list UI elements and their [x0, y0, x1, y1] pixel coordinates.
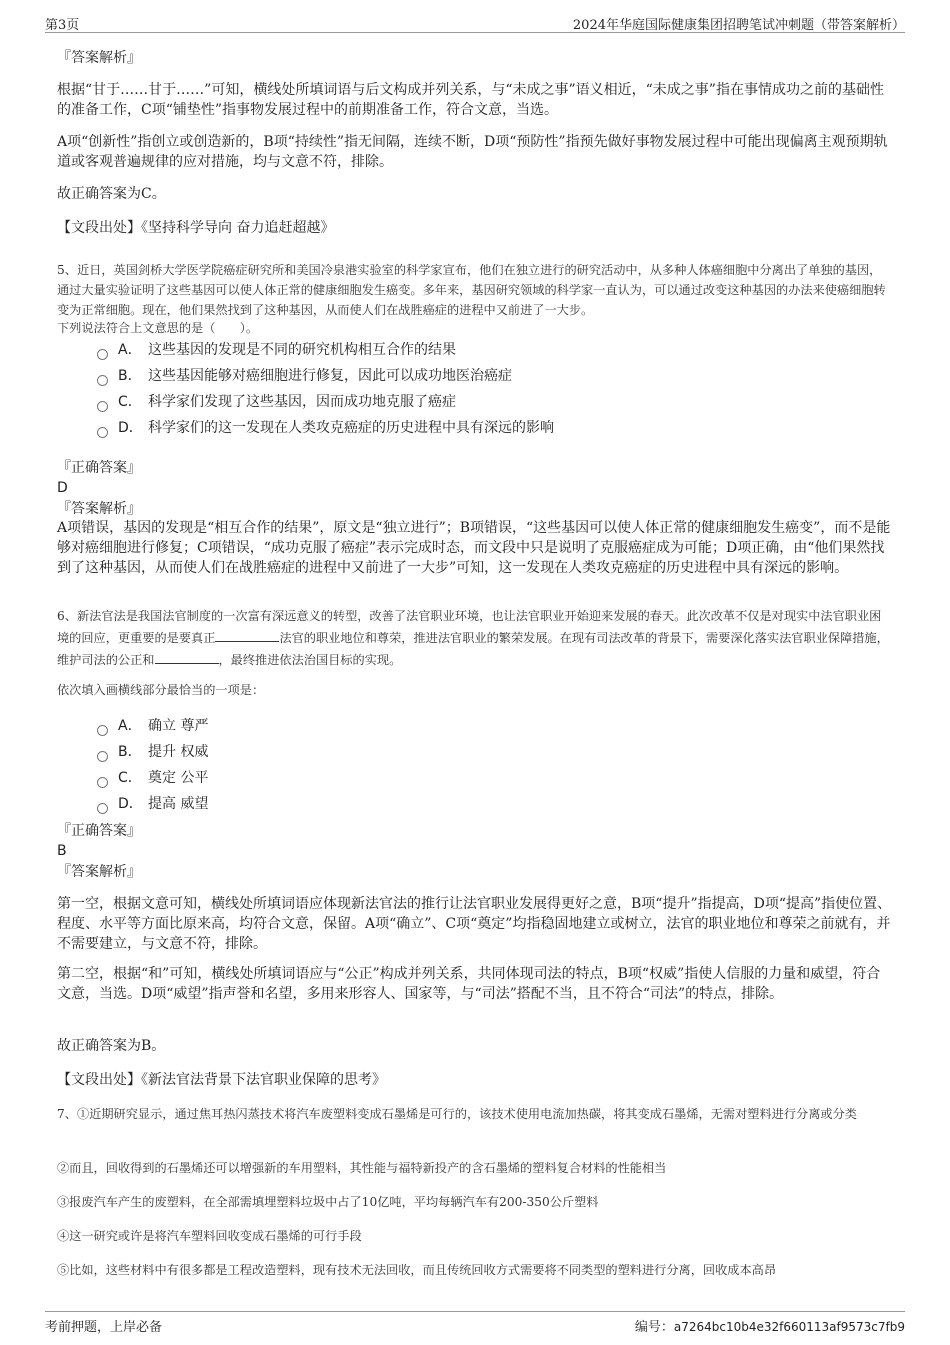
q6-option-a[interactable]: A． 确立 尊严 [97, 716, 208, 736]
q7-sentence-5: ⑤比如，这些材料中有很多都是工程改造塑料，现有技术无法回收，而且传统回收方式需要将不同类型的塑料进行分离，回收成本高昂 [57, 1263, 777, 1277]
q5-correct-tag: 『正确答案』 [57, 460, 141, 476]
q7-sentence-4: ④这一研究或许是将汽车塑料回收变成石墨烯的可行手段 [57, 1229, 362, 1243]
q5-analysis-tag: 『答案解析』 [57, 501, 141, 517]
q6-option-c[interactable]: C． 奠定 公平 [97, 768, 208, 788]
q4-analysis-para3: 故正确答案为C。 [57, 186, 166, 202]
q5-option-b[interactable]: B． 这些基因能够对癌细胞进行修复，因此可以成功地医治癌症 [97, 366, 512, 386]
q6-option-b[interactable]: B． 提升 权威 [97, 742, 208, 762]
q4-analysis-tag: 『答案解析』 [57, 50, 141, 66]
radio-icon[interactable] [97, 349, 108, 360]
page-header [45, 10, 905, 33]
q6-ask: 依次填入画横线部分最恰当的一项是： [57, 683, 265, 697]
q6-source: 【文段出处】《新法官法背景下法官职业保障的思考》 [57, 1072, 386, 1088]
radio-icon[interactable] [97, 401, 108, 412]
document-title: 2024年华庭国际健康集团招聘笔试冲刺题（带答案解析） [572, 18, 905, 33]
q5-option-c[interactable]: C． 科学家们发现了这些基因，因而成功地克服了癌症 [97, 392, 456, 412]
q6-analysis-tag: 『答案解析』 [57, 864, 141, 880]
q5-option-d[interactable]: D． 科学家们的这一发现在人类攻克癌症的历史进程中具有深远的影响 [97, 418, 554, 438]
radio-icon[interactable] [97, 725, 108, 736]
q6-option-d[interactable]: D． 提高 威望 [97, 794, 208, 814]
q6-correct-tag: 『正确答案』 [57, 823, 141, 839]
q5-stem: 5、近日，英国剑桥大学医学院癌症研究所和美国冷泉港实验室的科学家宣布，他们在独立进行的研究活动中，从多种人体癌细胞中分离出了单独的基因，通过大量实验证明了这些基因可以使人体正常的健康细胞发生癌变。多年来，基因研究领域的科学家一直认为，可以通过改变这种基因的办法来使癌细胞转变为正常细胞。现在，他们果然找到了这种基因，从而使人们在战胜癌症的进程中又前进了一大步。 [57, 263, 886, 317]
q7-sentence-2: ②而且，回收得到的石墨烯还可以增强新的车用塑料，其性能与福特新投产的含石墨烯的塑料复合材料的性能相当 [57, 1161, 667, 1175]
q6-stem: 6、新法官法是我国法官制度的一次富有深远意义的转型，改善了法官职业环境，也让法官职业开始迎来发展的春天。此次改革不仅是对现实中法官职业困境的回应，更重要的是要真正 法官的职业地位和尊荣，推进法官职业的繁荣发展。在现有司法改革的背景下，需要深化落实法官职业保障措施，维护司法的公正和 ，最终推进依法治国目标的实现。 [57, 609, 889, 667]
q6-analysis-para1: 第一空，根据文意可知，横线处所填词语应体现新法官法的推行让法官职业发展得更好之意，B项“提升”指提高，D项“提高”指使位置、程度、水平等方面比原来高，均符合文意，保留。A项“确立”、C项“奠定”均指稳固地建立或树立，法官的职业地位和尊荣之前就有，并不需要建立，与文意不符，排除。 [57, 896, 892, 952]
q6-correct-answer: B [57, 843, 67, 859]
q7-sentence-1: 7、①近期研究显示，通过焦耳热闪蒸技术将汽车废塑料变成石墨烯是可行的，该技术使用电流加热碳，将其变成石墨烯，无需对塑料进行分离或分类 [57, 1107, 857, 1121]
page-footer [45, 1311, 905, 1336]
radio-icon[interactable] [97, 777, 108, 788]
radio-icon[interactable] [97, 803, 108, 814]
q5-analysis: A项错误，基因的发现是“相互合作的结果”，原文是“独立进行”；B项错误，“这些基因可以使人体正常的健康细胞发生癌变”，而不是能够对癌细胞进行修复；C项错误，“成功克服了癌症”表示完成时态，而文段中只是说明了克服癌症成为可能；D项正确，由“他们果然找到了这种基因，从而使人们在战胜癌症的进程中又前进了一大步”可知，这一发现在人类攻克癌症的历史进程中具有深远的影响。 [57, 520, 891, 576]
blank-line-1 [215, 627, 279, 642]
page-number: 第3页 [45, 18, 80, 33]
footer-slogan: 考前押题，上岸必备 [45, 1320, 163, 1335]
q4-analysis-para1: 根据“甘于……甘于……”可知，横线处所填词语与后文构成并列关系，与“未成之事”语义相近，“未成之事”指在事情成功之前的基础性的准备工作，C项“铺垫性”指事物发展过程中的前期准备工作，符合文意，当选。 [57, 82, 884, 118]
q6-analysis-para3: 故正确答案为B。 [57, 1038, 166, 1054]
document-id: 编号：a7264bc10b4e32f660113af9573c7fb9 [634, 1320, 905, 1335]
q4-source: 【文段出处】《坚持科学导向 奋力追赶超越》 [57, 220, 335, 236]
q5-ask: 下列说法符合上文意思的是（ ）。 [57, 321, 259, 335]
q7-sentence-3: ③报废汽车产生的废塑料，在全部需填埋塑料垃圾中占了10亿吨，平均每辆汽车有200-350公斤塑料 [57, 1195, 599, 1209]
radio-icon[interactable] [97, 375, 108, 386]
radio-icon[interactable] [97, 427, 108, 438]
q4-analysis-para2: A项“创新性”指创立或创造新的，B项“持续性”指无间隔，连续不断，D项“预防性”指预先做好事物发展过程中可能出现偏离主观预期轨道或客观普遍规律的应对措施，均与文意不符，排除。 [57, 134, 888, 170]
radio-icon[interactable] [97, 751, 108, 762]
q5-correct-answer: D [57, 480, 68, 496]
blank-line-2 [155, 649, 219, 664]
q6-analysis-para2: 第二空，根据“和”可知，横线处所填词语应与“公正”构成并列关系，共同体现司法的特点，B项“权威”指使人信服的力量和威望，符合文意，当选。D项“威望”指声誉和名望，多用来形容人、国家等，与“司法”搭配不当，且不符合“司法”的特点，排除。 [57, 966, 881, 1002]
q5-option-a[interactable]: A． 这些基因的发现是不同的研究机构相互合作的结果 [97, 340, 456, 360]
